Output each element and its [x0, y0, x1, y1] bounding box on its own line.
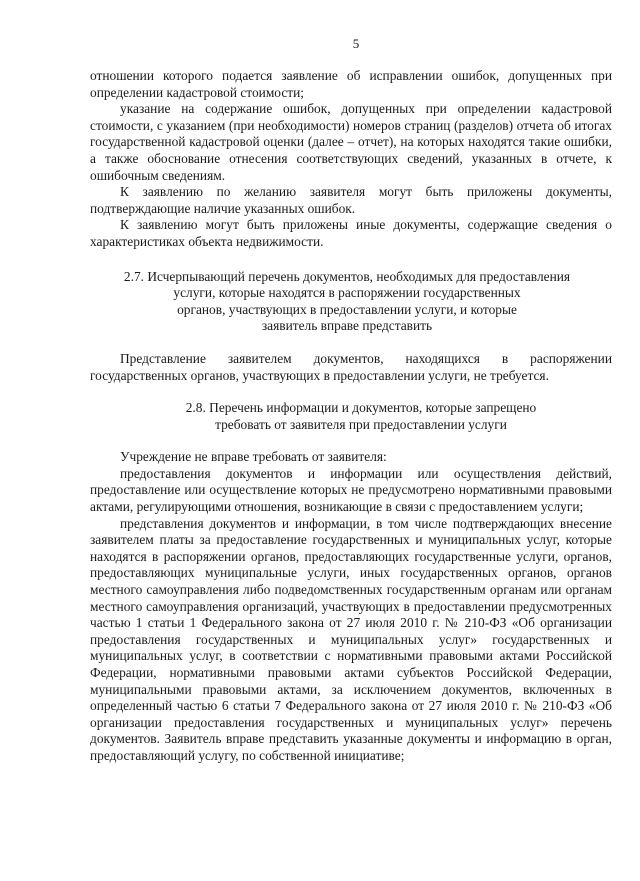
heading-line: заявитель вправе представить [261, 318, 433, 334]
paragraph-other-documents: К заявлению могут быть приложены иные документы, содержащие сведения о характеристиках объекта недвижимости. [90, 217, 612, 249]
section-2-8-item: представления документов и информации, в том числе подтверждающих внесение заявителем платы за предоставление государственных и муниципальных услуг, которые находятся в распоряжении органов, предоставляющих государственные услуги, органов, предоставляющих муниципальные услуги, иных государственных органов, органов местного самоуправления либо подведомственных государственным органам или органам местного самоуправления организаций, участвующих в предоставлении предусмотренных частью 1 статьи 1 Федерального закона от 27 июля 2010 г. № 210-ФЗ «Об организации предоставления государственных и муниципальных услуг» государственных и муниципальных услуг, в соответствии с нормативными правовыми актами Российской Федерации, нормативными правовыми актами субъектов Российской Федерации, муниципальными правовыми актами, за исключением документов, включенных в определенный частью 6 статьи 7 Федерального закона от 27 июля 2010 г. № 210-ФЗ «Об организации предоставления государственных и муниципальных услуг» перечень документов. Заявитель вправе представить указанные документы и информацию в орган, предоставляющий услугу, по собственной инициативе; [90, 515, 612, 763]
section-2-8-intro: Учреждение не вправе требовать от заявителя: [120, 449, 387, 465]
section-2-8-heading [90, 400, 612, 433]
paragraph-optional-documents: К заявлению по желанию заявителя могут быть приложены документы, подтверждающие наличие указанных ошибок. [90, 184, 612, 216]
paragraph-continuation: отношении которого подается заявление об исправлении ошибок, допущенных при определении кадастровой стоимости; [90, 68, 612, 100]
heading-line: 2.8. Перечень информации и документов, которые запрещено [185, 400, 537, 416]
section-2-8-item: предоставления документов и информации или осуществления действий, предоставление или осуществление которых не предусмотрено нормативными правовыми актами, регулирующими отношения, возникающие в связи с предоставлением услуги; [90, 465, 612, 515]
heading-line: услуги, которые находятся в распоряжении государственных [173, 285, 521, 301]
section-2-7-body: Представление заявителем документов, находящихся в распоряжении государственных органов, участвующих в предоставлении услуги, не требуется. [90, 350, 612, 383]
heading-line: органов, участвующих в предоставлении услуги, и которые [177, 301, 517, 317]
paragraph-errors-content: указание на содержание ошибок, допущенных при определении кадастровой стоимости, с указанием (при необходимости) номеров страниц (разделов) отчета об итогах государственной кадастровой оценки (далее – отчет), на которых находятся такие ошибки, а также обоснование отнесения соответствующих сведений, указанных в отчете, к ошибочным сведениям. [90, 101, 612, 183]
page-number: 5 [352, 36, 360, 51]
heading-line: требовать от заявителя при предоставлении услуги [215, 416, 507, 432]
heading-line: 2.7. Исчерпывающий перечень документов, необходимых для предоставления [123, 268, 571, 284]
section-2-7-heading [84, 269, 610, 335]
